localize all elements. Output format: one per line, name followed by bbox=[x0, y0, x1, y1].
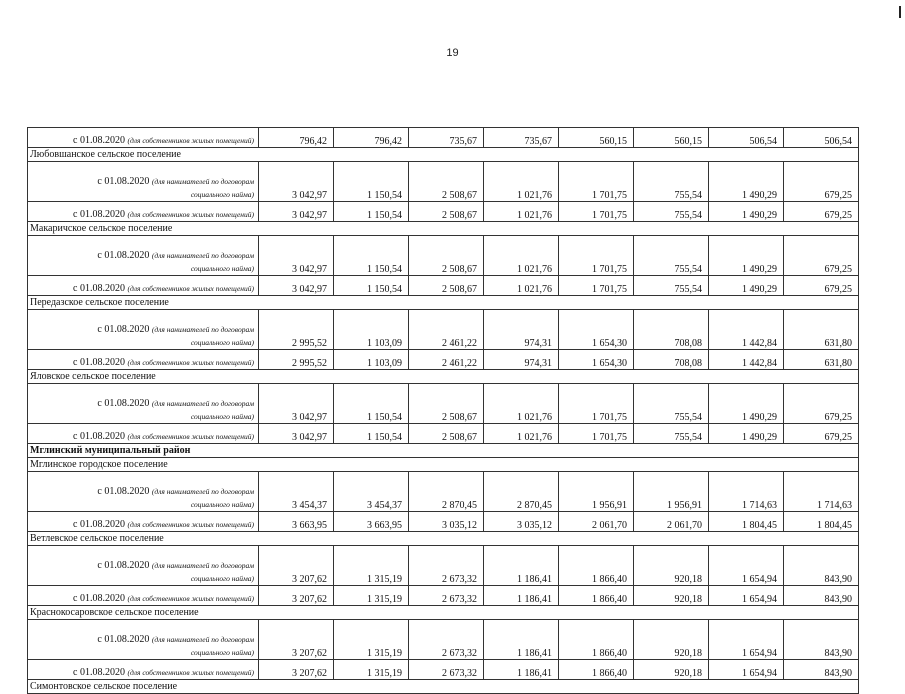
tariff-value: 1 186,41 bbox=[484, 586, 559, 606]
row-label bbox=[28, 384, 259, 424]
tariff-value: 3 035,12 bbox=[484, 512, 559, 532]
section-header-row bbox=[28, 532, 859, 546]
consumer-note: (для нанимателей по договорам bbox=[151, 487, 254, 496]
effective-date: с 01.08.2020 bbox=[73, 283, 125, 294]
tariff-value: 1 490,29 bbox=[709, 384, 784, 424]
section-header-row bbox=[28, 606, 859, 620]
tariff-value: 631,80 bbox=[784, 310, 859, 350]
tariff-value: 2 995,52 bbox=[259, 350, 334, 370]
settlement-name: Мглинский муниципальный район bbox=[28, 444, 859, 458]
row-label bbox=[28, 276, 259, 296]
tariff-value: 2 061,70 bbox=[634, 512, 709, 532]
tariff-value: 679,25 bbox=[784, 162, 859, 202]
settlement-name: Ветлевское сельское поселение bbox=[28, 532, 859, 546]
tariff-value: 1 701,75 bbox=[559, 162, 634, 202]
tariff-value: 1 021,76 bbox=[484, 424, 559, 444]
section-header-row bbox=[28, 296, 859, 310]
settlement-name: Макаричское сельское поселение bbox=[28, 222, 859, 236]
consumer-note: (для нанимателей по договорам bbox=[151, 177, 254, 186]
tariff-value: 3 663,95 bbox=[259, 512, 334, 532]
tariff-value: 2 508,67 bbox=[409, 424, 484, 444]
tariff-value: 1 866,40 bbox=[559, 546, 634, 586]
tariff-value: 755,54 bbox=[634, 424, 709, 444]
tariff-value: 1 866,40 bbox=[559, 620, 634, 660]
tariff-value: 843,90 bbox=[784, 586, 859, 606]
tariff-value: 3 207,62 bbox=[259, 660, 334, 680]
consumer-note: (для собственников жилых помещений) bbox=[127, 136, 254, 145]
tariff-value: 1 150,54 bbox=[334, 424, 409, 444]
consumer-note-cont: социального найма) bbox=[190, 500, 254, 509]
settlement-name: Краснокосаровское сельское поселение bbox=[28, 606, 859, 620]
row-label bbox=[28, 350, 259, 370]
row-label bbox=[28, 424, 259, 444]
tariff-value: 3 663,95 bbox=[334, 512, 409, 532]
tariff-value: 3 042,97 bbox=[259, 202, 334, 222]
tariff-value: 1 654,94 bbox=[709, 620, 784, 660]
tariff-value: 560,15 bbox=[559, 128, 634, 148]
tariff-row bbox=[28, 202, 859, 222]
consumer-note: (для нанимателей по договорам bbox=[151, 399, 254, 408]
effective-date: с 01.08.2020 bbox=[73, 667, 125, 678]
tariff-value: 843,90 bbox=[784, 620, 859, 660]
tariff-value: 2 870,45 bbox=[484, 472, 559, 512]
effective-date: с 01.08.2020 bbox=[97, 398, 150, 409]
tariff-value: 1 714,63 bbox=[709, 472, 784, 512]
settlement-name: Яловское сельское поселение bbox=[28, 370, 859, 384]
tariff-value: 2 508,67 bbox=[409, 276, 484, 296]
tariff-value: 1 654,94 bbox=[709, 546, 784, 586]
consumer-note: (для собственников жилых помещений) bbox=[127, 594, 254, 603]
effective-date: с 01.08.2020 bbox=[73, 593, 125, 604]
tariff-value: 1 701,75 bbox=[559, 384, 634, 424]
tariff-value: 1 490,29 bbox=[709, 424, 784, 444]
effective-date: с 01.08.2020 bbox=[97, 560, 150, 571]
row-label bbox=[28, 202, 259, 222]
tariff-value: 1 490,29 bbox=[709, 162, 784, 202]
tariff-value: 735,67 bbox=[409, 128, 484, 148]
row-label bbox=[28, 472, 259, 512]
settlement-name: Любовшанское сельское поселение bbox=[28, 148, 859, 162]
effective-date: с 01.08.2020 bbox=[97, 486, 150, 497]
tariff-value: 1 186,41 bbox=[484, 546, 559, 586]
tariff-value: 920,18 bbox=[634, 586, 709, 606]
tariff-value: 843,90 bbox=[784, 660, 859, 680]
tariff-value: 1 150,54 bbox=[334, 162, 409, 202]
section-header-row bbox=[28, 458, 859, 472]
tariff-row bbox=[28, 384, 859, 424]
tariff-row bbox=[28, 162, 859, 202]
tariff-row bbox=[28, 472, 859, 512]
consumer-note: (для собственников жилых помещений) bbox=[127, 358, 254, 367]
tariff-value: 3 042,97 bbox=[259, 424, 334, 444]
tariff-row bbox=[28, 236, 859, 276]
row-label bbox=[28, 546, 259, 586]
tariff-value: 920,18 bbox=[634, 620, 709, 660]
tariff-value: 2 508,67 bbox=[409, 202, 484, 222]
tariff-value: 2 461,22 bbox=[409, 350, 484, 370]
consumer-note: (для нанимателей по договорам bbox=[151, 251, 254, 260]
tariff-value: 3 207,62 bbox=[259, 586, 334, 606]
tariff-value: 1 490,29 bbox=[709, 202, 784, 222]
tariff-value: 1 490,29 bbox=[709, 276, 784, 296]
tariff-value: 1 654,30 bbox=[559, 310, 634, 350]
tariff-value: 1 186,41 bbox=[484, 660, 559, 680]
tariff-value: 1 490,29 bbox=[709, 236, 784, 276]
tariff-value: 3 042,97 bbox=[259, 276, 334, 296]
tariff-value: 1 021,76 bbox=[484, 236, 559, 276]
tariff-value: 1 021,76 bbox=[484, 202, 559, 222]
consumer-note-cont: социального найма) bbox=[190, 338, 254, 347]
tariff-value: 506,54 bbox=[709, 128, 784, 148]
tariff-value: 679,25 bbox=[784, 384, 859, 424]
effective-date: с 01.08.2020 bbox=[97, 250, 150, 261]
tariff-value: 2 061,70 bbox=[559, 512, 634, 532]
tariff-value: 1 186,41 bbox=[484, 620, 559, 660]
tariff-value: 2 673,32 bbox=[409, 620, 484, 660]
tariff-value: 1 021,76 bbox=[484, 276, 559, 296]
effective-date: с 01.08.2020 bbox=[97, 176, 150, 187]
tariff-value: 2 508,67 bbox=[409, 384, 484, 424]
tariff-value: 974,31 bbox=[484, 310, 559, 350]
section-header-row bbox=[28, 148, 859, 162]
tariff-value: 2 673,32 bbox=[409, 660, 484, 680]
tariff-value: 1 150,54 bbox=[334, 384, 409, 424]
tariff-value: 1 315,19 bbox=[334, 660, 409, 680]
tariff-value: 1 103,09 bbox=[334, 350, 409, 370]
tariff-value: 2 508,67 bbox=[409, 162, 484, 202]
consumer-note-cont: социального найма) bbox=[190, 648, 254, 657]
tariff-value: 3 042,97 bbox=[259, 236, 334, 276]
tariff-value: 755,54 bbox=[634, 202, 709, 222]
consumer-note: (для собственников жилых помещений) bbox=[127, 668, 254, 677]
tariff-row bbox=[28, 512, 859, 532]
effective-date: с 01.08.2020 bbox=[73, 135, 125, 146]
tariff-row bbox=[28, 310, 859, 350]
row-label bbox=[28, 162, 259, 202]
tariff-value: 1 701,75 bbox=[559, 424, 634, 444]
consumer-note-cont: социального найма) bbox=[190, 190, 254, 199]
tariff-value: 1 956,91 bbox=[634, 472, 709, 512]
tariff-value: 1 654,30 bbox=[559, 350, 634, 370]
effective-date: с 01.08.2020 bbox=[73, 431, 125, 442]
settlement-name: Мглинское городское поселение bbox=[28, 458, 859, 472]
tariff-value: 2 870,45 bbox=[409, 472, 484, 512]
consumer-note: (для собственников жилых помещений) bbox=[127, 432, 254, 441]
row-label bbox=[28, 512, 259, 532]
tariff-value: 1 021,76 bbox=[484, 162, 559, 202]
tariff-value: 1 654,94 bbox=[709, 586, 784, 606]
consumer-note: (для нанимателей по договорам bbox=[151, 325, 254, 334]
tariff-value: 1 701,75 bbox=[559, 276, 634, 296]
tariff-value: 631,80 bbox=[784, 350, 859, 370]
consumer-note: (для собственников жилых помещений) bbox=[127, 284, 254, 293]
tariff-value: 3 035,12 bbox=[409, 512, 484, 532]
tariff-value: 1 442,84 bbox=[709, 310, 784, 350]
page-number: 19 bbox=[446, 47, 459, 59]
tariff-value: 679,25 bbox=[784, 276, 859, 296]
row-label bbox=[28, 128, 259, 148]
consumer-note: (для собственников жилых помещений) bbox=[127, 520, 254, 529]
consumer-note-cont: социального найма) bbox=[190, 264, 254, 273]
tariff-value: 755,54 bbox=[634, 276, 709, 296]
section-header-row bbox=[28, 444, 859, 458]
tariff-value: 3 207,62 bbox=[259, 620, 334, 660]
margin-mark bbox=[899, 6, 901, 18]
section-header-row bbox=[28, 680, 859, 694]
tariff-value: 1 701,75 bbox=[559, 236, 634, 276]
section-header-row bbox=[28, 222, 859, 236]
tariff-value: 3 454,37 bbox=[259, 472, 334, 512]
tariff-value: 2 995,52 bbox=[259, 310, 334, 350]
tariff-value: 679,25 bbox=[784, 236, 859, 276]
consumer-note: (для нанимателей по договорам bbox=[151, 635, 254, 644]
effective-date: с 01.08.2020 bbox=[97, 634, 150, 645]
tariff-value: 2 673,32 bbox=[409, 586, 484, 606]
tariff-value: 679,25 bbox=[784, 202, 859, 222]
tariff-value: 1 021,76 bbox=[484, 384, 559, 424]
tariff-value: 3 207,62 bbox=[259, 546, 334, 586]
tariff-row bbox=[28, 660, 859, 680]
row-label bbox=[28, 310, 259, 350]
tariff-value: 920,18 bbox=[634, 546, 709, 586]
tariff-value: 1 150,54 bbox=[334, 202, 409, 222]
tariff-value: 1 714,63 bbox=[784, 472, 859, 512]
consumer-note-cont: социального найма) bbox=[190, 412, 254, 421]
tariff-value: 1 150,54 bbox=[334, 276, 409, 296]
tariff-value: 560,15 bbox=[634, 128, 709, 148]
tariff-value: 796,42 bbox=[334, 128, 409, 148]
tariff-value: 1 866,40 bbox=[559, 660, 634, 680]
effective-date: с 01.08.2020 bbox=[73, 209, 125, 220]
tariff-value: 3 454,37 bbox=[334, 472, 409, 512]
tariff-value: 506,54 bbox=[784, 128, 859, 148]
tariff-value: 2 461,22 bbox=[409, 310, 484, 350]
settlement-name: Передазское сельское поселение bbox=[28, 296, 859, 310]
tariff-row bbox=[28, 350, 859, 370]
tariff-value: 1 654,94 bbox=[709, 660, 784, 680]
tariff-value: 3 042,97 bbox=[259, 384, 334, 424]
tariff-value: 755,54 bbox=[634, 384, 709, 424]
tariff-value: 1 315,19 bbox=[334, 546, 409, 586]
tariff-value: 755,54 bbox=[634, 236, 709, 276]
tariff-value: 679,25 bbox=[784, 424, 859, 444]
tariff-row bbox=[28, 128, 859, 148]
section-header-row bbox=[28, 370, 859, 384]
tariff-value: 755,54 bbox=[634, 162, 709, 202]
consumer-note-cont: социального найма) bbox=[190, 574, 254, 583]
tariff-row bbox=[28, 276, 859, 296]
row-label bbox=[28, 586, 259, 606]
tariff-value: 1 701,75 bbox=[559, 202, 634, 222]
tariff-value: 843,90 bbox=[784, 546, 859, 586]
tariff-table bbox=[27, 127, 859, 694]
tariff-row bbox=[28, 586, 859, 606]
row-label bbox=[28, 660, 259, 680]
tariff-value: 2 508,67 bbox=[409, 236, 484, 276]
effective-date: с 01.08.2020 bbox=[97, 324, 150, 335]
tariff-value: 796,42 bbox=[259, 128, 334, 148]
effective-date: с 01.08.2020 bbox=[73, 519, 125, 530]
tariff-value: 708,08 bbox=[634, 350, 709, 370]
tariff-row bbox=[28, 424, 859, 444]
tariff-value: 708,08 bbox=[634, 310, 709, 350]
tariff-value: 1 442,84 bbox=[709, 350, 784, 370]
tariff-value: 1 315,19 bbox=[334, 620, 409, 660]
tariff-value: 735,67 bbox=[484, 128, 559, 148]
tariff-value: 1 150,54 bbox=[334, 236, 409, 276]
consumer-note: (для собственников жилых помещений) bbox=[127, 210, 254, 219]
tariff-value: 1 103,09 bbox=[334, 310, 409, 350]
tariff-value: 2 673,32 bbox=[409, 546, 484, 586]
tariff-value: 1 804,45 bbox=[709, 512, 784, 532]
tariff-value: 1 315,19 bbox=[334, 586, 409, 606]
consumer-note: (для нанимателей по договорам bbox=[151, 561, 254, 570]
settlement-name: Симонтовское сельское поселение bbox=[28, 680, 859, 694]
tariff-value: 974,31 bbox=[484, 350, 559, 370]
tariff-value: 1 956,91 bbox=[559, 472, 634, 512]
tariff-value: 1 866,40 bbox=[559, 586, 634, 606]
tariff-value: 920,18 bbox=[634, 660, 709, 680]
tariff-value: 3 042,97 bbox=[259, 162, 334, 202]
tariff-row bbox=[28, 546, 859, 586]
effective-date: с 01.08.2020 bbox=[73, 357, 125, 368]
row-label bbox=[28, 236, 259, 276]
tariff-value: 1 804,45 bbox=[784, 512, 859, 532]
